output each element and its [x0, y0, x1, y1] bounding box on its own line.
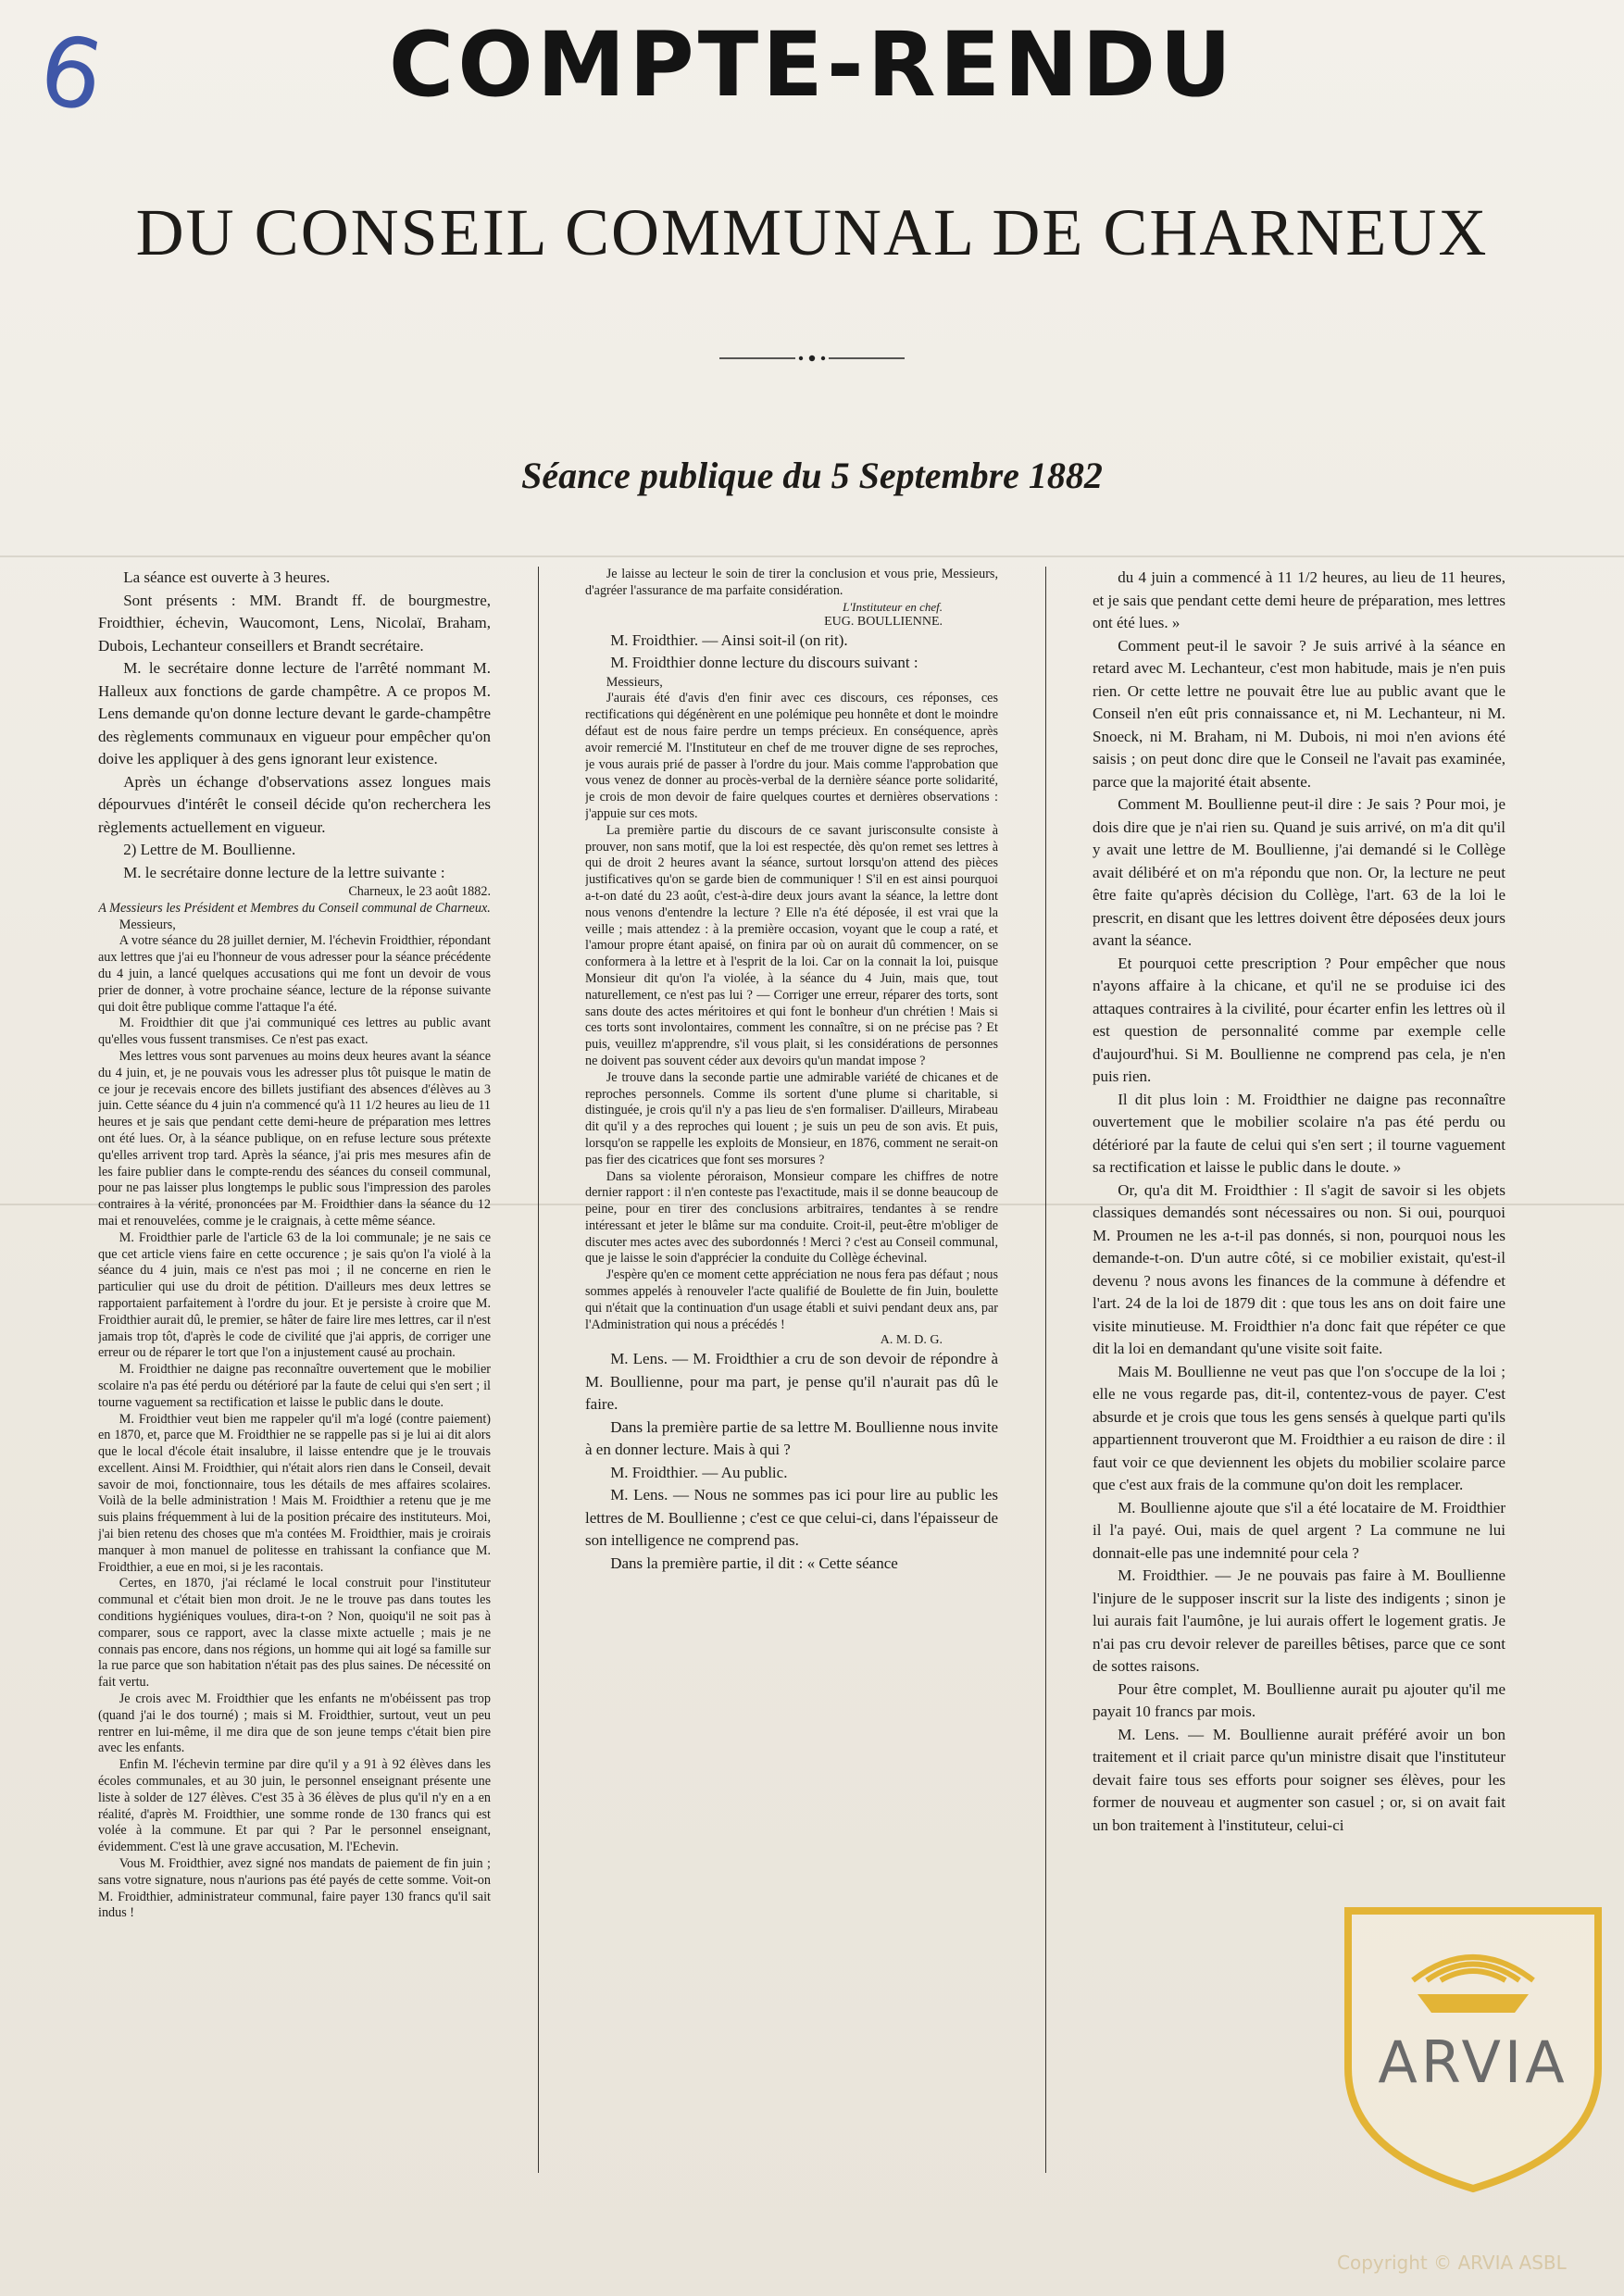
paragraph: Dans la première partie, il dit : « Cette séance	[610, 1554, 898, 1572]
paragraph: M. Froidthier parle de l'article 63 de la loi communale; je ne sais ce que cet article viens faire en cette occurence ; je sais qu'on l'a violé à la séance du 4 juin, mais ce n'est pas moi ; il ne concerne en rien le particulier qui use du droit de pétition. D'ailleurs mes deux lettres se rapportaient parfaitement à l'ordre du jour. Et je persiste à croire que M. Froidthier aurait dû, le premier, se hâter de faire lire mes lettres, car il n'est jamais trop tôt, d'après le code de civilité que j'ai appris, de corriger une erreur ou de réparer le tort que l'on a injustement causé au prochain.	[98, 1229, 491, 1361]
paragraph: M. Boullienne ajoute que s'il a été locataire de M. Froidthier il l'a payé. Oui, mais de quel argent ? La commune ne lui donnait-elle pas une indemnité pour cela ?	[1093, 1498, 1505, 1562]
paragraph: A votre séance du 28 juillet dernier, M. l'échevin Froidthier, répondant aux lettres que j'ai eu l'honneur de vous adresser pour la séance précédente du 4 juin, a lancé quelques accusations qui me font un devoir de vous prier de donner, à votre prochaine séance, lecture de la réponse suivante qui doit être publique comme l'attaque l'a été.	[98, 933, 491, 1015]
paragraph: A Messieurs les Président et Membres du Conseil communal de Charneux.	[98, 900, 491, 916]
paragraph: Charneux, le 23 août 1882.	[348, 884, 491, 899]
paragraph: M. Froidthier donne lecture du discours suivant :	[610, 654, 918, 672]
ornament-divider	[719, 353, 905, 364]
paragraph: Je crois avec M. Froidthier que les enfants ne m'obéissent pas trop (quand j'ai le dos tourné) ; mais si M. Froidthier, surtout, veut un peu rentrer en lui-même, il me dira que de son jeune temps c'était bien pire avec les enfants.	[98, 1691, 491, 1756]
paragraph: M. Froidthier. — Au public.	[610, 1463, 788, 1481]
paragraph: Sont présents : MM. Brandt ff. de bourgmestre, Froidthier, échevin, Waucomont, Lens, Nicolaï, Braham, Dubois, Lechanteur conseillers et Brandt secrétaire.	[98, 591, 491, 655]
page-subtitle: DU CONSEIL COMMUNAL DE CHARNEUX	[135, 195, 1489, 269]
paragraph: Je trouve dans la seconde partie une admirable variété de chicanes et de reproches personnels. Comme ils sortent d'une plume si charitable, si distinguée, je crois qu'il n'y a pas lieu de s'en formaliser. D'ailleurs, Mirabeau dit qu'il y a des reproches qui louent ; je suis un peu de son avis. Et puis, lorsqu'on se rappelle les exploits de Monsieur, en 1876, comment ne serait-on pas fier des cicatrices que font ses morsures ?	[585, 1069, 998, 1167]
paragraph: M. Froidthier. — Ainsi soit-il (on rit).	[610, 630, 848, 649]
paragraph: Comment M. Boullienne peut-il dire : Je sais ? Pour moi, je dois dire que je n'ai rien su. Quand je suis arrivé, on m'a dit qu'il y avait une lettre de M. Boullienne, j'ai demandé si le Collège avait délibéré et on m'a répondu que non. Or, la lecture ne peut être faite qu'après décision du Collège, l'art. 63 de la loi le prescrit, en disant que les lettres doivent être déposées deux jours avant la séance.	[1093, 795, 1505, 949]
paragraph: M. Lens. — M. Froidthier a cru de son devoir de répondre à M. Boullienne, pour ma part, je pense qu'il n'aurait pas dû le faire.	[585, 1350, 998, 1414]
paragraph: Pour être complet, M. Boullienne aurait pu ajouter qu'il me payait 10 francs par mois.	[1093, 1679, 1505, 1720]
paragraph: Certes, en 1870, j'ai réclamé le local construit pour l'instituteur communal et c'était bien mon droit. Je ne le trouve pas dans toutes les conditions hygiéniques voulues, dira-t-on ? Non, quoiqu'il ne soit pas à comparer, sous ce rapport, avec la classe mixte actuelle ; mais je ne connais pas encore, dans nos régions, un homme qui ait logé sa famille sur la rue parce que son habitation n'était pas des plus saines. De nécessité on fait vertu.	[98, 1576, 491, 1691]
page-title: COMPTE-RENDU	[388, 13, 1236, 117]
paragraph: Après un échange d'observations assez longues mais dépourvues d'intérêt le conseil décide qu'on recherchera les règlements actuellement en vigueur.	[98, 772, 491, 836]
page-fold	[0, 555, 1624, 557]
column-rule	[538, 567, 539, 2173]
paragraph: Dans la première partie de sa lettre M. Boullienne nous invite à en donner lecture. Mais à qui ?	[585, 1417, 998, 1459]
paragraph: Enfin M. l'échevin termine par dire qu'il y a 91 à 92 élèves dans les écoles communales, et au 30 juin, le personnel enseignant présente une liste à solder de 127 élèves. C'est 35 à 36 élèves de plus qu'il n'y en a en réalité, d'après M. Froidthier, une somme ronde de 130 francs qui est volée à la commune. Et par qui ? Par le personnel enseignant, évidemment. C'est là une grave accusation, M. l'Echevin.	[98, 1757, 491, 1855]
paragraph: M. Lens. — M. Boullienne aurait préféré avoir un bon traitement et il criait parce qu'un ministre disait que l'instituteur devait faire tous ses efforts pour soigner ses élèves, pour les former de nouveau et augmenter son casuel ; or, si on avait fait un bon traitement à l'instituteur, celui-ci	[1093, 1725, 1505, 1834]
paragraph: M. Froidthier veut bien me rappeler qu'il m'a logé (contre paiement) en 1870, et, parce que M. Froidthier ne se rappelle pas si je lui ai dit alors que le local d'école était insalubre, il laisse entendre que je le trouvais excellent. Ainsi M. Froidthier, qui n'était alors rien dans le Conseil, devait savoir de moi, fonctionnaire, tous les détails de mes affaires scolaires. Voilà de la belle administration ! Mais M. Froidthier a retenu que je me suis plains fréquemment à lui de la position précaire des instituteurs. Moi, j'ai bien retenu des choses que m'a contées M. Froidthier, mais je croirais manquer à mon manuel de politesse en trahissant la confiance que M. Froidthier, a eue en moi, si je les racontais.	[98, 1411, 491, 1575]
paragraph: Messieurs,	[606, 674, 663, 690]
paragraph: Je laisse au lecteur le soin de tirer la conclusion et vous prie, Messieurs, d'agréer l'assurance de ma parfaite considération.	[585, 567, 998, 598]
paragraph: M. Froidthier dit que j'ai communiqué ces lettres au public avant qu'elles vous fussent transmises. Ce n'est pas exact.	[98, 1016, 491, 1048]
paragraph: A. M. D. G.	[880, 1333, 943, 1348]
paragraph: M. Lens. — Nous ne sommes pas ici pour lire au public les lettres de M. Boullienne ; c'est ce que celui-ci, dans l'épaisseur de son intelligence ne comprend pas.	[585, 1486, 998, 1550]
paragraph: Messieurs,	[119, 917, 176, 932]
paragraph: M. le secrétaire donne lecture de l'arrêté nommant M. Halleux aux fonctions de garde champêtre. A ce propos M. Lens demande qu'on donne lecture devant le garde-champêtre des règlements communaux en vigueur pour empêcher qu'on doive les appliquer à des gens ignorant leur existence.	[98, 659, 491, 767]
column-rule	[1045, 567, 1046, 2173]
paragraph: L'Instituteur en chef.	[843, 599, 943, 614]
paragraph: M. Froidthier. — Je ne pouvais pas faire à M. Boullienne l'injure de le supposer inscrit sur la liste des indigents ; sinon je lui aurais fait l'aumône, je lui aurais offert le logement gratis. Je n'ai pas cru devoir relever de pareilles bêtises, parce que ce sont de sottes raisons.	[1093, 1566, 1505, 1675]
svg-text:ARVIA: ARVIA	[1378, 2028, 1568, 2096]
paragraph: Mes lettres vous sont parvenues au moins deux heures avant la séance du 4 juin, et, je ne pouvais vous les adresser plus tôt puisque le matin de ce jour je recevais encore des billets justifiant des absences d'élèves au 3 juin. Cette séance du 4 juin n'a commencé qu'à 11 1/2 heures au lieu de 11 heures et je sais que pendant cette demi-heure de préparation mes lettres ont été lues. Or, à la séance publique, on en refuse lecture sous prétexte qu'elles arrivent trop tard. Après la séance, j'ai pris mes mesures afin de les faire publier dans le compte-rendu des séances du conseil communal, pour ne pas laisser plus longtemps le public sous l'impression des paroles contraires à la vérité, prononcées par M. Froidthier dans la séance du 12 mai et renouvelées, comme je le craignais, à cette même séance.	[98, 1048, 491, 1229]
handwritten-number: 6	[31, 12, 112, 134]
session-heading: Séance publique du 5 Septembre 1882	[521, 455, 1103, 496]
paragraph: 2) Lettre de M. Boullienne.	[123, 841, 296, 858]
arvia-seal-logo	[1330, 1892, 1617, 2198]
paragraph: Il dit plus loin : M. Froidthier ne daigne pas reconnaître ouvertement que le mobilier scolaire n'a pas été perdu ou détérioré par la faute de celui qui s'en sert ; il tourne vaguement sa rectification et laisse le public dans le doute. »	[1093, 1090, 1505, 1176]
text-column-1	[98, 567, 491, 2196]
paragraph: Vous M. Froidthier, avez signé nos mandats de paiement de fin juin ; sans votre signature, nous n'aurions pas été payés de cette somme. Voit-on M. Froidthier, administrateur communal, faire payer 130 francs qu'il sait indus !	[98, 1856, 491, 1921]
paragraph: La séance est ouverte à 3 heures.	[123, 568, 331, 586]
paragraph: Mais M. Boullienne ne veut pas que l'on s'occupe de la loi ; elle ne vous regarde pas, dit-il, contentez-vous de payer. C'est absurde et je crois que tous les gens sensés à quelque parti qu'ils appartiennent trouveront que M. Froidthier a eu raison de dire : il faut voir ce que deviennent les objets du mobilier scolaire parce que c'est aux frais de la commune qu'on doit les remplacer.	[1093, 1362, 1505, 1493]
text-column-2	[585, 567, 998, 2196]
copyright-watermark: Copyright © ARVIA ASBL	[1337, 2252, 1567, 2274]
paragraph: Comment peut-il le savoir ? Je suis arrivé à la séance en retard avec M. Lechanteur, c'est mon habitude, mais je n'en puis rien. Or cette lettre ne pouvait être lue au public avant que le Conseil n'en eût pris connaissance et, ni M. Lechanteur, ni M. Snoeck, ni M. Braham, ni M. Dubois, ni moi n'en avions été saisis ; on peut donc dire que le Conseil ne l'avait pas examinée, parce que la majorité était absente.	[1093, 636, 1505, 791]
paragraph: J'aurais été d'avis d'en finir avec ces discours, ces réponses, ces rectifications qui dégénèrent en une polémique peu honnête et dont le moindre défaut est de nous faire perdre un temps précieux. En conséquence, après avoir remercié M. l'Instituteur en chef de me trouver digne de ses reproches, je vous aurais prié de passer à l'ordre du jour. Mais comme l'approbation que vous venez de donner au procès-verbal de la dernière séance porte solidarité, je crois de mon devoir de faire quelques courtes et dernières observations : j'appuie sur ces mots.	[585, 691, 998, 821]
paragraph: M. Froidthier ne daigne pas reconnaître ouvertement que le mobilier scolaire n'a pas été perdu ou détérioré par la faute de celui qui s'en sert ; il tourne vaguement sa rectification et laisse le public dans le doute.	[98, 1362, 491, 1410]
paragraph: EUG. BOULLIENNE.	[824, 614, 943, 629]
paragraph: du 4 juin a commencé à 11 1/2 heures, au lieu de 11 heures, et je sais que pendant cette demi heure de préparation, mes lettres ont été lues. »	[1093, 568, 1505, 631]
paragraph: J'espère qu'en ce moment cette appréciation ne nous fera pas défaut ; nous sommes appelés à renouveler l'acte qualifié de Boulette de fin Juin, boulette qui n'était que la continuation d'un usage établi et suivi pendant deux ans, par l'Administration qui nous a précédés !	[585, 1267, 998, 1332]
paragraph: Dans sa violente péroraison, Monsieur compare les chiffres de notre dernier rapport : il n'en conteste pas l'exactitude, mais il se donne beaucoup de peine, pour en tirer des conclusions arbitraires, tendantes à se rendre intéressant et jeter le blâme sur ma conduite. Croit-il, peut-être m'obliger de discuter mes actes avec des subordonnés ! Merci ? c'est au Conseil communal, que je laisse le soin d'apprécier la conduite du Collège échevinal.	[585, 1168, 998, 1267]
paragraph: La première partie du discours de ce savant jurisconsulte consiste à prouver, non sans motif, que la loi est respectée, dès qu'on remet ses lettres à qui de droit 2 heures avant la séance, surtout lorsqu'on attend des pièces justificatives qu'on se garde bien de communiquer ! S'il en est ainsi pourquoi a-t-on daté du 23 août, c'est-à-dire deux jours avant la séance, la lettre dont nous venons d'entendre la lecture ? Elle n'a été déposée, il est vrai que la veille ; mais attendez : à la première occasion, voyant que le coup a raté, et l'amour propre étant apaisé, on finira par où on aurait dû commencer, on se conformera à la lettre et à l'esprit de la loi. Car on la connait la loi, puisque Monsieur dit qu'on l'a violée, à la séance du 4 Juin, mais que, tout naturellement, ce n'est pas lui ? — Corriger une erreur, réparer des torts, sont sans doute des actes méritoires et qui font le bonheur d'un chrétien ! Mais si ces torts sont involontaires, comment les connaître, si on ne précise pas ? Et puis, veuillez m'apprendre, s'il vous plait, si les considérations de personnes ne doivent pas souvent céder aux devoirs qu'un mandat impose ?	[585, 822, 998, 1068]
paragraph: Or, qu'a dit M. Froidthier : Il s'agit de savoir si les objets classiques demandés sont nécessaires ou non. Si oui, pourquoi M. Proumen ne les a-t-il pas donnés, si non, pourquoi nous les demande-t-on. D'un autre côté, si ce mobilier existait, qu'est-il devenu ? nous avons les finances de la commune à défendre et l'art. 24 de la loi de 1879 dit : que tous les ans on doit faire une visite minutieuse. M. Froidthier n'a donc fait que répéter ce que dit la loi en demandant qu'une visite soit faite.	[1093, 1180, 1505, 1357]
paragraph: M. le secrétaire donne lecture de la lettre suivante :	[123, 863, 445, 881]
paragraph: Et pourquoi cette prescription ? Pour empêcher que nous n'ayons affaire à la chicane, et qu'il ne se produise ici des attaques contraires à la civilité, pour écarter enfin les lettres où il est question de personnalité comme par exemple celle d'aujourd'hui. Si M. Boullienne ne comprend pas cela, je n'en puis rien.	[1093, 954, 1505, 1085]
